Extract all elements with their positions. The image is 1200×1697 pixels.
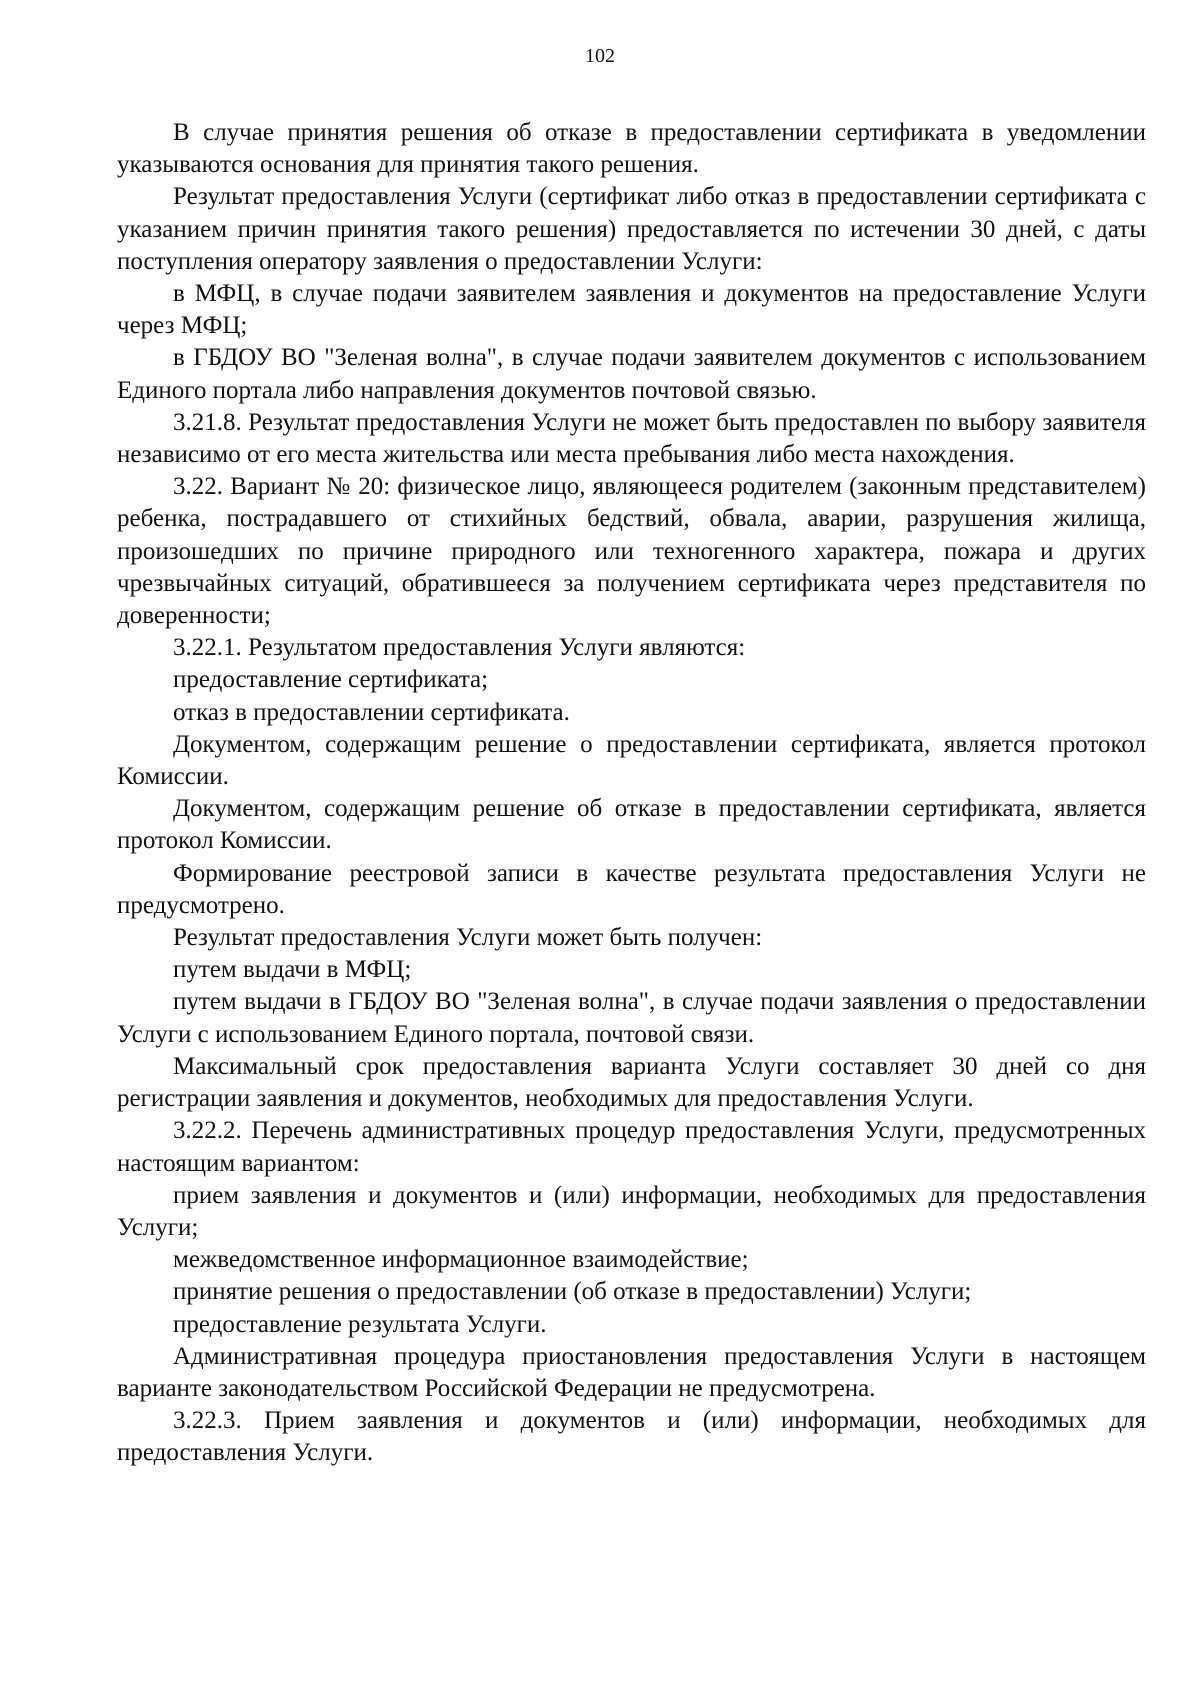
paragraph: прием заявления и документов и (или) информации, необходимых для предоставления Услуги; [117,1181,1146,1241]
paragraph: в МФЦ, в случае подачи заявителем заявления и документов на предоставление Услуги через МФЦ; [117,280,1146,340]
paragraph: путем выдачи в МФЦ; [173,956,412,984]
paragraph: предоставление результата Услуги. [173,1310,547,1338]
paragraph: Результат предоставления Услуги (сертификат либо отказ в предоставлении сертификата с указанием причин принятия такого решения) предоставляется по истечении 30 дней, с даты поступления оператору заявления о предоставлении Услуги: [117,183,1146,275]
document-body [117,117,1146,1470]
paragraph: Формирование реестровой записи в качестве результата предоставления Услуги не предусмотрено. [117,859,1146,919]
paragraph: В случае принятия решения об отказе в предоставлении сертификата в уведомлении указываются основания для принятия такого решения. [117,119,1146,179]
paragraph: Документом, содержащим решение о предоставлении сертификата, является протокол Комиссии. [117,730,1146,791]
paragraph: 3.22.3. Прием заявления и документов и (или) информации, необходимых для предоставления Услуги. [117,1407,1146,1467]
paragraph: межведомственное информационное взаимодействие; [173,1246,749,1274]
paragraph: путем выдачи в ГБДОУ ВО "Зеленая волна", в случае подачи заявления о предоставлении Услуги с использованием Единого портала, почтовой связи. [117,988,1146,1048]
paragraph: 3.22. Вариант № 20: физическое лицо, являющееся родителем (законным представителем) ребенка, пострадавшего от стихийных бедствий, обвала, аварии, разрушения жилища, произошедших по причине природного или техногенного характера, пожара и других чрезвычайных ситуаций, обратившееся за получением сертификата через представителя по доверенности; [117,473,1146,630]
paragraph: Административная процедура приостановления предоставления Услуги в настоящем варианте законодательством Российской Федерации не предусмотрена. [117,1342,1146,1402]
paragraph: отказ в предоставлении сертификата. [173,698,570,726]
page-number: 102 [585,45,615,67]
paragraph: 3.22.1. Результатом предоставления Услуги являются: [173,634,746,662]
paragraph: Максимальный срок предоставления варианта Услуги составляет 30 дней со дня регистрации заявления и документов, необходимых для предоставления Услуги. [117,1052,1146,1113]
paragraph: 3.21.8. Результат предоставления Услуги не может быть предоставлен по выбору заявителя независимо от его места жительства или места пребывания либо места нахождения. [117,408,1146,469]
paragraph: в ГБДОУ ВО "Зеленая волна", в случае подачи заявителем документов с использованием Единого портала либо направления документов почтовой связью. [117,344,1146,404]
paragraph: принятие решения о предоставлении (об отказе в предоставлении) Услуги; [173,1278,972,1306]
paragraph: 3.22.2. Перечень административных процедур предоставления Услуги, предусмотренных настоящим вариантом: [117,1117,1146,1177]
paragraph: предоставление сертификата; [173,666,489,694]
paragraph: Результат предоставления Услуги может быть получен: [173,924,763,952]
paragraph: Документом, содержащим решение об отказе в предоставлении сертификата, является протокол Комиссии. [117,795,1146,855]
